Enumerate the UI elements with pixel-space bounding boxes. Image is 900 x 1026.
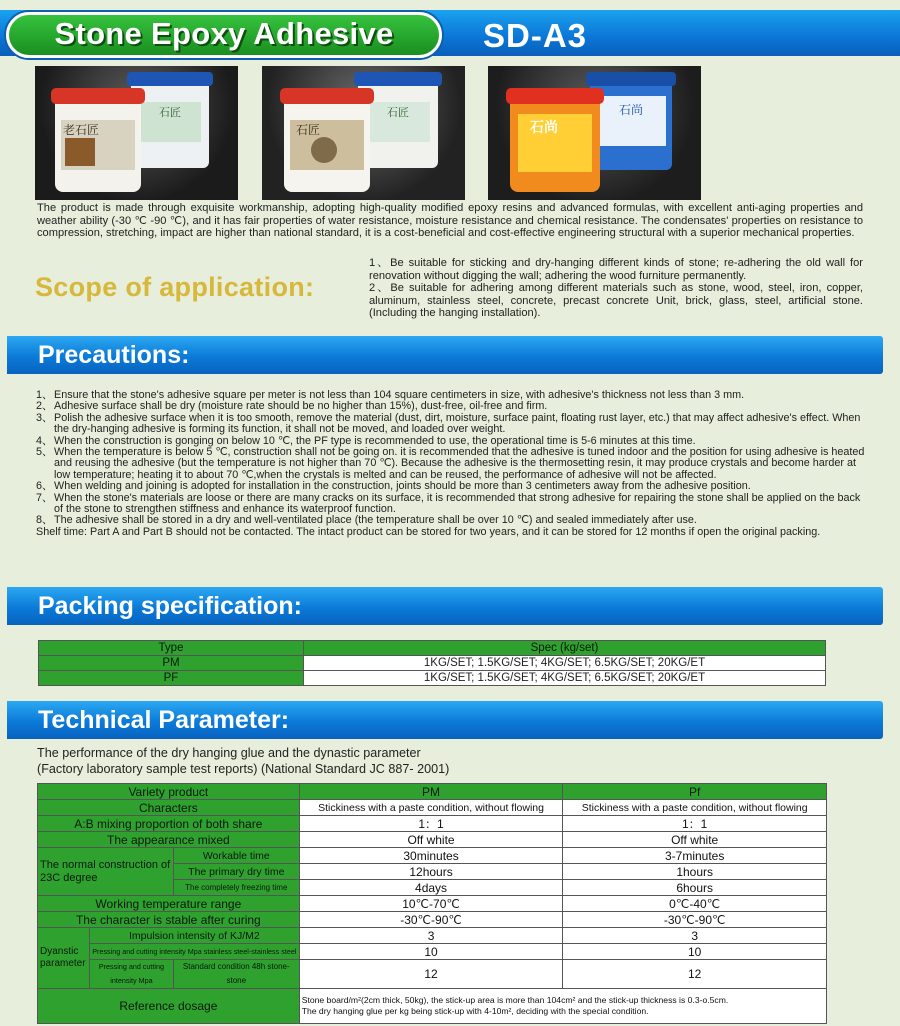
reference-line: Stone board/m²(2cm thick, 50kg), the stick-up area is more than 104cm² and the stick-up thickness is 0.3-o.5cm. bbox=[301, 995, 729, 1005]
precaution-item: 1、 Ensure that the stone's adhesive square per meter is not less than 104 square centimeters in size, with adhesive's thickness not less than 3 mm. bbox=[36, 389, 745, 401]
product-description: The product is made through exquisite workmanship, adopting high-quality modified epoxy resins and advanced formulas, with excellent anti-aging properties and weather ability (-30 ℃ -90 ℃), and it has fair properties of water resistance, moisture resistance and chemical resistance. The condensates' properties on resistance to compression, stretching, impact are higher than national standard, it is a cost-beneficial and cost-effective engineering structural with a superior mechanical properties. bbox=[37, 202, 863, 240]
precaution-item: 7、 When the stone's materials are loose or there are many cracks on its surface, it is recommended that strong adhesive for repairing the stone shall be applied on the back of the stone to strengthen stiffness and enhance its waterproof function. bbox=[36, 491, 861, 516]
row-group-label: The normal construction of 23C degree bbox=[38, 848, 174, 896]
product-code: SD-A3 bbox=[483, 17, 588, 54]
table-header: Variety product bbox=[38, 784, 300, 800]
bucket-label: 石尚 bbox=[530, 120, 558, 136]
table-cell: Stickiness with a paste condition, without flowing bbox=[299, 800, 563, 816]
table-row bbox=[38, 848, 827, 864]
table-cell: 1：1 bbox=[563, 816, 827, 832]
table-cell: 1：1 bbox=[299, 816, 563, 832]
packing-title: Packing specification: bbox=[38, 592, 302, 620]
row-label: The primary dry time bbox=[173, 864, 299, 880]
row-group-label: Dyanstic parameter bbox=[38, 928, 90, 989]
table-cell: -30℃-90℃ bbox=[563, 912, 827, 928]
table-cell: -30℃-90℃ bbox=[299, 912, 563, 928]
table-cell: Off white bbox=[299, 832, 563, 848]
table-row bbox=[38, 832, 827, 848]
row-label: Impulsion intensity of KJ/M2 bbox=[89, 928, 299, 944]
table-row bbox=[38, 928, 827, 944]
precaution-item: 3、 Polish the adhesive surface when it is too smooth, remove the material (dust, dirt, moisture, surface paint, floating rust layer, etc.) that may affect adhesive's effect. When the dry-hanging adhesive is forming its function, it shall not be moved, and loaded over weight. bbox=[36, 411, 861, 436]
table-cell: 3-7minutes bbox=[563, 848, 827, 864]
scope-title: Scope of application: bbox=[35, 272, 315, 302]
table-cell: 3 bbox=[299, 928, 563, 944]
precautions-title: Precautions: bbox=[38, 341, 190, 369]
table-row bbox=[38, 912, 827, 928]
table-row bbox=[38, 944, 827, 960]
table-row bbox=[39, 641, 826, 656]
table-cell: Stickiness with a paste condition, without flowing bbox=[563, 800, 827, 816]
product-photo-1 bbox=[35, 66, 238, 200]
table-cell: PM bbox=[39, 656, 304, 671]
row-label: Standard condition 48h stone-stone bbox=[173, 960, 299, 989]
row-label: Characters bbox=[38, 800, 300, 816]
table-row bbox=[38, 816, 827, 832]
bucket-label: 石匠 bbox=[159, 106, 181, 119]
table-cell: 3 bbox=[563, 928, 827, 944]
technical-table bbox=[37, 783, 827, 1024]
bucket-label: 老石匠 bbox=[62, 123, 100, 137]
bucket-label: 石匠 bbox=[295, 123, 321, 137]
table-cell: 10 bbox=[563, 944, 827, 960]
table-row bbox=[38, 960, 827, 989]
table-cell: 12hours bbox=[299, 864, 563, 880]
precaution-item: 4、 When the construction is gonging on below 10 ℃, the PF type is recommended to use, the operational time is 5-6 minutes at this time. bbox=[36, 434, 696, 447]
table-cell: Off white bbox=[563, 832, 827, 848]
table-row bbox=[38, 800, 827, 816]
table-cell: 10℃-70℃ bbox=[299, 896, 563, 912]
table-cell: 10 bbox=[299, 944, 563, 960]
table-cell: 1KG/SET; 1.5KG/SET; 4KG/SET; 6.5KG/SET; 20KG/ET bbox=[304, 656, 826, 671]
packing-table bbox=[38, 640, 826, 686]
table-cell: 12 bbox=[299, 960, 563, 989]
precautions-list bbox=[36, 390, 872, 538]
row-label: Working temperature range bbox=[38, 896, 300, 912]
table-row bbox=[38, 784, 827, 800]
page-title: Stone Epoxy Adhesive bbox=[54, 16, 394, 51]
row-label: Reference dosage bbox=[38, 989, 300, 1024]
row-label: The character is stable after curing bbox=[38, 912, 300, 928]
table-header: PM bbox=[299, 784, 563, 800]
table-cell: 1hours bbox=[563, 864, 827, 880]
table-cell: PF bbox=[39, 671, 304, 686]
row-label: The completely freezing time bbox=[173, 880, 299, 896]
table-cell: 0℃-40℃ bbox=[563, 896, 827, 912]
technical-subtitle-line: The performance of the dry hanging glue and the dynastic parameter bbox=[37, 746, 421, 760]
table-row bbox=[39, 671, 826, 686]
table-cell: 30minutes bbox=[299, 848, 563, 864]
table-header: Type bbox=[39, 641, 304, 656]
precaution-item: 6、 When welding and joining is adopted for installation in the construction, joints should be more than 3 centimeters away from the adhesive position. bbox=[36, 480, 751, 493]
precaution-item: 8、 The adhesive shall be stored in a dry and well-ventilated place (the temperature shall be over 10 ℃) and sealed immediately after use. bbox=[36, 514, 697, 527]
precaution-item: 5、 When the temperature is below 5 ℃, construction shall not be going on. it is recommended that the adhesive is tuned indoor and the position for using adhesive is heated and reusing the adhesive (but the temperature is not higher than 70 ℃). Because the adhesive is the thermosetting resin, it may produce crystals and become harder at low temperature; heating it to about 70 ℃,when the crystals is melted and can be reused, the performance of adhesive will not be affected. bbox=[36, 446, 865, 481]
table-cell: 4days bbox=[299, 880, 563, 896]
reference-dosage-cell bbox=[299, 989, 826, 1024]
table-header: Spec (kg/set) bbox=[304, 641, 826, 656]
table-cell: 1KG/SET; 1.5KG/SET; 4KG/SET; 6.5KG/SET; 20KG/ET bbox=[304, 671, 826, 686]
technical-subtitle-line: (Factory laboratory sample test reports) (National Standard JC 887- 2001) bbox=[37, 762, 450, 776]
scope-item: 2、Be suitable for adhering among different materials such as stone, wood, steel, iron, copper, aluminum, stainless steel, concrete, precast concrete Unit, brick, glass, steel, artificial stone. (Including the hanging installation). bbox=[369, 282, 863, 320]
row-label: The appearance mixed bbox=[38, 832, 300, 848]
row-label: Pressing and cutting intensity Mpa stainless steel-stainless steel bbox=[89, 944, 299, 960]
precaution-item: 2、 Adhesive surface shall be dry (moisture rate should be no higher than 15%), dust-free, oil-free and firm. bbox=[36, 400, 548, 413]
table-row bbox=[38, 989, 827, 1024]
shelf-time: Shelf time: Part A and Part B should not be contacted. The intact product can be stored for two years, and it can be stored for 12 months if open the original packing. bbox=[36, 525, 821, 538]
scope-list bbox=[369, 257, 863, 320]
product-photo-2 bbox=[262, 66, 465, 200]
scope-item: 1、Be suitable for sticking and dry-hanging different kinds of stone; re-adhering the old wall for renovation without digging the wall; adhering the wood furniture permanently. bbox=[369, 257, 863, 282]
row-label: Workable time bbox=[173, 848, 299, 864]
row-label: Pressing and cutting intensity Mpa bbox=[89, 960, 173, 989]
technical-subtitle bbox=[37, 745, 449, 777]
table-cell: 6hours bbox=[563, 880, 827, 896]
table-header: Pf bbox=[563, 784, 827, 800]
table-cell: 12 bbox=[563, 960, 827, 989]
table-row bbox=[38, 896, 827, 912]
technical-title: Technical Parameter: bbox=[38, 706, 290, 734]
product-photo-3 bbox=[488, 66, 701, 200]
row-label: A:B mixing proportion of both share bbox=[38, 816, 300, 832]
bucket-label: 石匠 bbox=[387, 106, 409, 119]
reference-line: The dry hanging glue per kg being stick-up with 4-10m², deciding with the special condition. bbox=[301, 1006, 649, 1016]
bucket-label: 石尚 bbox=[618, 103, 644, 117]
table-row bbox=[39, 656, 826, 671]
